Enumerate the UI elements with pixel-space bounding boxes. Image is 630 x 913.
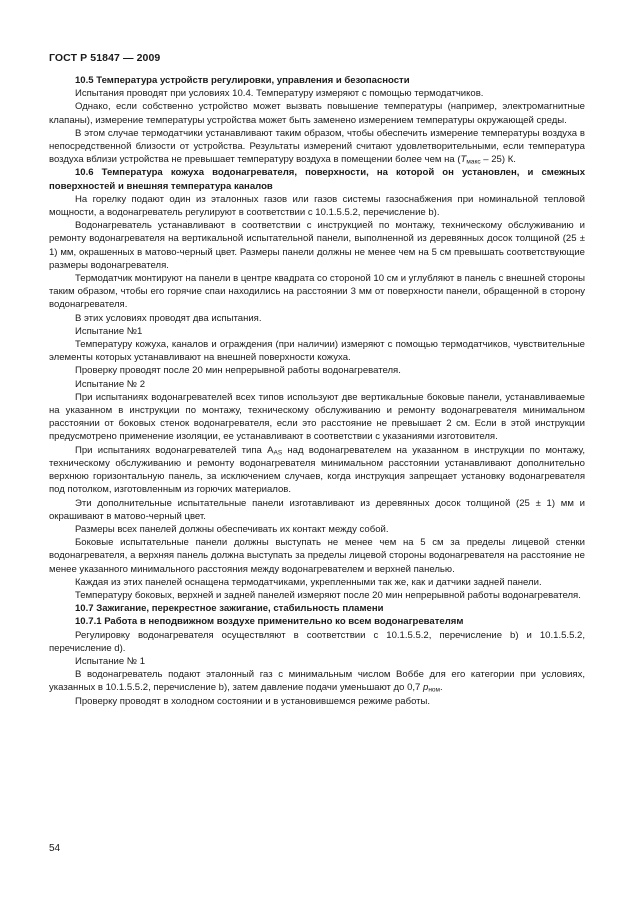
subscript: макс bbox=[466, 158, 481, 166]
paragraph: Размеры всех панелей должны обеспечивать их контакт между собой. bbox=[75, 523, 389, 535]
test-label-1: Испытание №1 bbox=[75, 325, 143, 337]
paragraph: В этих условиях проводят два испытания. bbox=[75, 312, 262, 324]
paragraph: Проверку проводят в холодном состоянии и в установившемся режиме работы. bbox=[75, 695, 431, 707]
section-heading-10-6: 10.6 Температура кожуха водонагревателя, поверхности, на которой он установлен, и смежных поверхностей и внешняя температура каналов bbox=[49, 167, 585, 192]
symbol-t: T bbox=[460, 154, 467, 166]
test-label-1b: Испытание № 1 bbox=[75, 655, 146, 667]
paragraph-text: При испытаниях водонагревателей типа A bbox=[75, 444, 274, 456]
paragraph: Испытания проводят при условиях 10.4. Температуру измеряют с помощью термодатчиков. bbox=[75, 88, 484, 100]
paragraph: Проверку проводят после 20 мин непрерывной работы водонагревателя. bbox=[75, 365, 401, 377]
paragraph-text: В водонагреватель подают эталонный газ с минимальным числом Воббе для его категории при условиях, указанных в 10.1.5.5.2, перечисление b), затем давление подачи уменьшают до 0,7 bbox=[49, 669, 585, 694]
paragraph: Регулировку водонагревателя осуществляют в соответствии с 10.1.5.5.2, перечисление b) и 10.1.5.5.2, перечисление d). bbox=[49, 629, 585, 654]
paragraph-text: В этом случае термодатчики устанавливают таким образом, чтобы обеспечить измерение температуры воздуха в непосредственной близости от устройства. Результаты измерений считают удовлетворительными, если температура воздуха вблизи устройства не превышает температуру воздуха в помещении более чем на ( bbox=[49, 127, 585, 166]
paragraph-tmax bbox=[49, 127, 585, 167]
symbol-p: p bbox=[423, 682, 429, 694]
paragraph: При испытаниях водонагревателей всех типов используют две вертикальные боковые панели, устанавливаемые на указанном в инструкции по монтажу, техническому обслуживанию и ремонту водонагревателя минимальном расстоянии от боковых стенок водонагревателя, если это расстояние не превышает 2 см. Если в этой инструкции предусмотрено применение изоляции, ее устанавливают в соответствии с указаниями изготовителя. bbox=[49, 391, 585, 443]
paragraph: Боковые испытательные панели должны выступать не менее чем на 5 см за пределы лицевой стенки водонагревателя, а верхняя панель должна выступать за пределы лицевой стороны водонагревателя на расстояние не менее указанного минимального расстояния между водонагревателем и верхней панелью. bbox=[49, 537, 585, 575]
paragraph-tail: – 25) К. bbox=[480, 154, 516, 166]
paragraph: На горелку подают один из эталонных газов или газов системы газоснабжения при номинальной тепловой мощности, а водонагреватель регулируют в соответствии с 10.1.5.5.2, перечисление b). bbox=[49, 193, 585, 219]
paragraph: Термодатчик монтируют на панели в центре квадрата со стороной 10 см и углубляют в панель с внешней стороны таким образом, чтобы его горячие спаи находились на расстоянии 3 мм от поверхности панели, обращенной в сторону водонагревателя. bbox=[49, 273, 586, 311]
section-heading-10-7: 10.7 Зажигание, перекрестное зажигание, стабильность пламени bbox=[75, 603, 384, 615]
paragraph: Эти дополнительные испытательные панели изготавливают из деревянных досок толщиной (25 ± 1) мм и окрашивают в матово-черный цвет. bbox=[49, 497, 585, 522]
subscript: AS bbox=[273, 449, 283, 457]
paragraph: Каждая из этих панелей оснащена термодатчиками, укрепленными так же, как и датчики задней панели. bbox=[75, 576, 542, 588]
test-label-2: Испытание № 2 bbox=[75, 378, 146, 390]
document-code-header: ГОСТ Р 51847 — 2009 bbox=[49, 52, 161, 64]
subscript: ном bbox=[428, 686, 441, 694]
paragraph-pnom bbox=[49, 668, 585, 694]
paragraph-tail: . bbox=[440, 682, 443, 694]
paragraph: Температуру кожуха, каналов и ограждения (при наличии) измеряют с помощью термодатчиков, чувствительные элементы которых устанавливают на внешней поверхности кожуха. bbox=[49, 339, 585, 364]
document-body bbox=[49, 74, 585, 708]
paragraph: Однако, если собственно устройство может вызвать повышение температуры (например, электромагнитные клапаны), измерение температуры устройства может быть заменено измерением температуры окружающей среды. bbox=[49, 101, 585, 126]
section-heading-10-5: 10.5 Температура устройств регулировки, управления и безопасности bbox=[75, 75, 410, 86]
paragraph: Водонагреватель устанавливают в соответствии с инструкцией по монтажу, техническому обслуживанию и ремонту водонагревателя на вертикальной испытательной панели, выполненной из деревянных досок толщиной (25 ± 1) мм, окрашенных в матово-черный цвет. Размеры панели должны не менее чем на 5 см превышать соответствующие размеры водонагревателя. bbox=[49, 220, 585, 271]
paragraph-aas bbox=[49, 444, 585, 497]
paragraph: Температуру боковых, верхней и задней панелей измеряют после 20 мин непрерывной работы водонагревателя. bbox=[75, 589, 581, 601]
section-heading-10-7-1: 10.7.1 Работа в неподвижном воздухе применительно ко всем водонагревателям bbox=[75, 616, 464, 628]
paragraph-tail: над водонагревателем на указанном в инструкции по монтажу, техническому обслуживанию и ремонту водонагревателя минимальном расстоянии устанавливают дополнительно верхнюю горизонтальную панель, за исключением случаев, когда инструкция запрещает установку водонагревателя под потолком, изготовленным из горючих материалов. bbox=[49, 444, 586, 496]
page-number: 54 bbox=[49, 843, 61, 854]
